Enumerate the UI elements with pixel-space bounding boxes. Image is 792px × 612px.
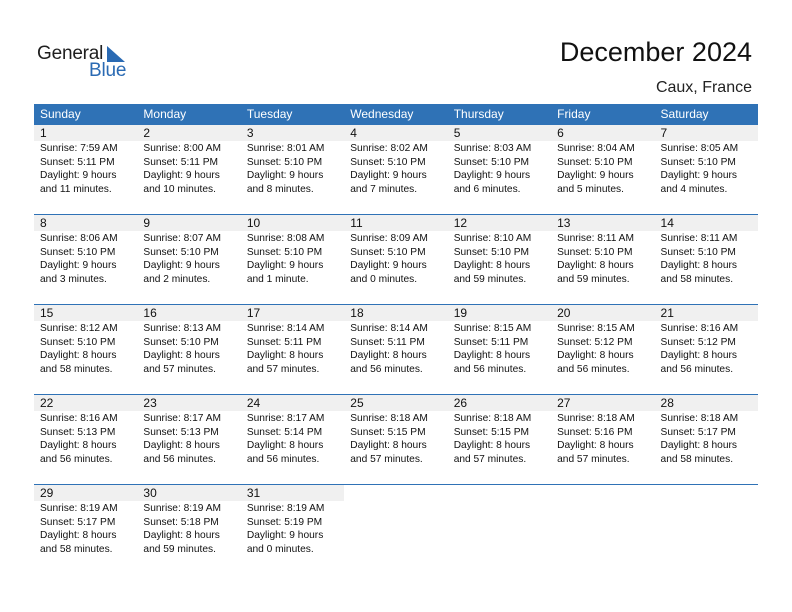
sunset-time: Sunset: 5:10 PM — [453, 246, 530, 258]
day-cell — [551, 215, 654, 304]
day-number: 16 — [137, 305, 240, 321]
sunrise-time: Sunrise: 8:05 AM — [660, 143, 739, 154]
daylight-minutes: and 59 minutes. — [143, 543, 216, 555]
daylight-hours: Daylight: 8 hours — [350, 440, 427, 451]
day-number: 31 — [241, 485, 344, 501]
sunset-time: Sunset: 5:13 PM — [40, 426, 116, 438]
day-number: 21 — [655, 305, 758, 321]
daylight-minutes: and 0 minutes. — [246, 543, 314, 555]
daylight-hours: Daylight: 9 hours — [557, 170, 634, 181]
day-number: 13 — [551, 215, 654, 231]
daylight-minutes: and 3 minutes. — [40, 273, 107, 285]
weekday-thursday: Thursday — [453, 107, 504, 121]
daylight-hours: Daylight: 8 hours — [660, 350, 737, 361]
sunset-time: Sunset: 5:18 PM — [143, 516, 219, 528]
day-info — [655, 322, 758, 376]
sunrise-time: Sunrise: 8:11 AM — [557, 233, 634, 244]
daylight-hours: Daylight: 9 hours — [40, 260, 117, 271]
empty-day-cell — [551, 485, 654, 574]
day-number: 11 — [344, 215, 447, 231]
day-info — [655, 142, 758, 196]
daylight-minutes: and 57 minutes. — [350, 453, 423, 465]
day-number: 27 — [551, 395, 654, 411]
day-info — [137, 142, 240, 196]
day-cell — [344, 125, 447, 214]
day-number: 23 — [137, 395, 240, 411]
day-info — [551, 232, 654, 286]
daylight-hours: Daylight: 9 hours — [453, 170, 531, 181]
day-cell — [448, 305, 551, 394]
weekday-sunday: Sunday — [40, 107, 81, 121]
daylight-hours: Daylight: 9 hours — [40, 170, 117, 181]
sunrise-time: Sunrise: 8:16 AM — [660, 323, 739, 334]
daylight-hours: Daylight: 8 hours — [40, 440, 117, 451]
day-cell — [448, 215, 551, 304]
empty-day-cell — [344, 485, 447, 574]
sunset-time: Sunset: 5:12 PM — [660, 336, 736, 348]
daylight-minutes: and 2 minutes. — [143, 273, 211, 285]
daylight-minutes: and 59 minutes. — [453, 273, 527, 285]
day-cell — [137, 305, 240, 394]
sunset-time: Sunset: 5:10 PM — [143, 336, 219, 348]
day-cell — [34, 485, 137, 574]
sunrise-time: Sunrise: 8:15 AM — [453, 323, 532, 334]
sunset-time: Sunset: 5:13 PM — [143, 426, 219, 438]
sunset-time: Sunset: 5:10 PM — [246, 246, 323, 258]
sunrise-time: Sunrise: 8:18 AM — [660, 413, 739, 424]
day-cell — [34, 395, 137, 484]
day-cell — [551, 305, 654, 394]
day-info — [448, 322, 551, 376]
sunset-time: Sunset: 5:11 PM — [350, 336, 425, 348]
day-number: 29 — [34, 485, 137, 501]
daylight-hours: Daylight: 8 hours — [246, 440, 324, 451]
sunset-time: Sunset: 5:17 PM — [660, 426, 736, 438]
weekday-friday: Friday — [557, 107, 591, 121]
day-cell — [344, 395, 447, 484]
daylight-minutes: and 56 minutes. — [557, 363, 630, 375]
daylight-hours: Daylight: 8 hours — [557, 260, 634, 271]
day-info — [344, 232, 447, 286]
daylight-minutes: and 58 minutes. — [40, 363, 113, 375]
daylight-hours: Daylight: 8 hours — [143, 440, 220, 451]
day-cell — [241, 395, 344, 484]
daylight-minutes: and 56 minutes. — [246, 453, 320, 465]
day-number: 30 — [137, 485, 240, 501]
daylight-minutes: and 8 minutes. — [246, 183, 314, 195]
sunrise-time: Sunrise: 8:00 AM — [143, 143, 222, 154]
day-info — [34, 412, 137, 466]
daylight-minutes: and 58 minutes. — [660, 273, 734, 285]
day-number: 28 — [655, 395, 758, 411]
daylight-hours: Daylight: 9 hours — [660, 170, 737, 181]
sunset-time: Sunset: 5:10 PM — [350, 156, 426, 168]
day-info — [241, 142, 344, 196]
day-info — [448, 142, 551, 196]
sunset-time: Sunset: 5:15 PM — [350, 426, 426, 438]
sunrise-time: Sunrise: 8:17 AM — [246, 413, 325, 424]
daylight-hours: Daylight: 9 hours — [246, 260, 324, 271]
daylight-minutes: and 57 minutes. — [453, 453, 527, 465]
week-row — [34, 214, 758, 304]
daylight-minutes: and 6 minutes. — [453, 183, 521, 195]
day-number: 15 — [34, 305, 137, 321]
day-number: 6 — [551, 125, 654, 141]
day-cell — [241, 485, 344, 574]
daylight-hours: Daylight: 8 hours — [660, 440, 737, 451]
day-number: 1 — [34, 125, 137, 141]
daylight-minutes: and 57 minutes. — [246, 363, 320, 375]
empty-day-cell — [448, 485, 551, 574]
day-number: 9 — [137, 215, 240, 231]
weekday-wednesday: Wednesday — [350, 107, 414, 121]
day-info — [137, 322, 240, 376]
day-number: 8 — [34, 215, 137, 231]
day-info — [241, 412, 344, 466]
day-info — [344, 142, 447, 196]
day-info — [34, 322, 137, 376]
day-info — [551, 322, 654, 376]
daylight-minutes: and 58 minutes. — [660, 453, 734, 465]
week-row — [34, 484, 758, 574]
day-number: 24 — [241, 395, 344, 411]
weekday-header — [34, 104, 758, 125]
sunset-time: Sunset: 5:10 PM — [246, 156, 323, 168]
day-cell — [137, 125, 240, 214]
daylight-minutes: and 56 minutes. — [350, 363, 423, 375]
sunrise-time: Sunrise: 8:15 AM — [557, 323, 635, 334]
daylight-hours: Daylight: 8 hours — [40, 350, 117, 361]
weekday-monday: Monday — [143, 107, 187, 121]
day-cell — [34, 215, 137, 304]
day-info — [34, 502, 137, 556]
daylight-hours: Daylight: 9 hours — [246, 170, 324, 181]
daylight-hours: Daylight: 9 hours — [143, 170, 220, 181]
sunset-time: Sunset: 5:10 PM — [557, 246, 633, 258]
day-number: 18 — [344, 305, 447, 321]
sunrise-time: Sunrise: 8:19 AM — [40, 503, 118, 514]
daylight-hours: Daylight: 8 hours — [453, 440, 531, 451]
weekday-tuesday: Tuesday — [246, 107, 293, 121]
daylight-hours: Daylight: 9 hours — [143, 260, 220, 271]
sunset-time: Sunset: 5:19 PM — [246, 516, 323, 528]
daylight-hours: Daylight: 9 hours — [350, 260, 427, 271]
day-cell — [655, 215, 758, 304]
day-cell — [137, 485, 240, 574]
sunrise-time: Sunrise: 8:09 AM — [350, 233, 428, 244]
day-number: 4 — [344, 125, 447, 141]
sunrise-time: Sunrise: 8:08 AM — [246, 233, 325, 244]
sunrise-time: Sunrise: 8:16 AM — [40, 413, 118, 424]
day-info — [241, 322, 344, 376]
day-info — [655, 412, 758, 466]
day-number: 22 — [34, 395, 137, 411]
day-number: 14 — [655, 215, 758, 231]
sunrise-time: Sunrise: 8:18 AM — [453, 413, 532, 424]
day-info — [551, 142, 654, 196]
weekday-saturday: Saturday — [660, 107, 709, 121]
sunrise-time: Sunrise: 8:06 AM — [40, 233, 118, 244]
day-info — [344, 322, 447, 376]
sunrise-time: Sunrise: 8:19 AM — [246, 503, 325, 514]
daylight-minutes: and 5 minutes. — [557, 183, 624, 195]
sunset-time: Sunset: 5:16 PM — [557, 426, 633, 438]
day-cell — [448, 125, 551, 214]
weeks-container — [34, 125, 758, 574]
location-label: Caux, France — [655, 79, 752, 96]
sunset-time: Sunset: 5:12 PM — [557, 336, 633, 348]
day-cell — [241, 215, 344, 304]
day-number: 26 — [448, 395, 551, 411]
day-info — [241, 502, 344, 556]
day-cell — [137, 395, 240, 484]
day-number: 19 — [448, 305, 551, 321]
day-cell — [551, 395, 654, 484]
daylight-minutes: and 57 minutes. — [557, 453, 630, 465]
sunrise-time: Sunrise: 8:03 AM — [453, 143, 532, 154]
daylight-minutes: and 56 minutes. — [143, 453, 216, 465]
day-cell — [241, 305, 344, 394]
daylight-hours: Daylight: 8 hours — [453, 350, 531, 361]
daylight-minutes: and 4 minutes. — [660, 183, 728, 195]
day-info — [137, 232, 240, 286]
day-info — [344, 412, 447, 466]
daylight-minutes: and 58 minutes. — [40, 543, 113, 555]
day-info — [34, 232, 137, 286]
day-cell — [655, 395, 758, 484]
sunrise-time: Sunrise: 8:04 AM — [557, 143, 635, 154]
day-cell — [34, 305, 137, 394]
daylight-hours: Daylight: 8 hours — [246, 350, 324, 361]
sunrise-time: Sunrise: 8:12 AM — [40, 323, 118, 334]
day-cell — [448, 395, 551, 484]
day-number: 3 — [241, 125, 344, 141]
day-info — [241, 232, 344, 286]
logo-text-general: General — [37, 43, 104, 64]
sunrise-time: Sunrise: 8:17 AM — [143, 413, 222, 424]
logo-text-blue: Blue — [89, 60, 127, 81]
sunrise-time: Sunrise: 8:19 AM — [143, 503, 222, 514]
day-cell — [137, 215, 240, 304]
daylight-hours: Daylight: 9 hours — [350, 170, 427, 181]
day-cell — [655, 125, 758, 214]
sunset-time: Sunset: 5:11 PM — [143, 156, 218, 168]
daylight-hours: Daylight: 8 hours — [40, 530, 117, 541]
day-cell — [655, 305, 758, 394]
day-info — [448, 412, 551, 466]
daylight-minutes: and 10 minutes. — [143, 183, 216, 195]
day-number: 25 — [344, 395, 447, 411]
daylight-minutes: and 59 minutes. — [557, 273, 630, 285]
day-info — [137, 412, 240, 466]
sunset-time: Sunset: 5:10 PM — [40, 336, 116, 348]
sunrise-time: Sunrise: 8:01 AM — [246, 143, 325, 154]
week-row — [34, 125, 758, 214]
daylight-minutes: and 57 minutes. — [143, 363, 216, 375]
logo — [37, 43, 137, 83]
sunset-time: Sunset: 5:10 PM — [557, 156, 633, 168]
sunrise-time: Sunrise: 8:13 AM — [143, 323, 222, 334]
sunrise-time: Sunrise: 8:14 AM — [246, 323, 325, 334]
day-info — [448, 232, 551, 286]
daylight-hours: Daylight: 8 hours — [143, 350, 220, 361]
page-title: December 2024 — [559, 37, 752, 67]
sunrise-time: Sunrise: 7:59 AM — [40, 143, 118, 154]
sunset-time: Sunset: 5:17 PM — [40, 516, 116, 528]
daylight-minutes: and 56 minutes. — [40, 453, 113, 465]
day-info — [551, 412, 654, 466]
empty-day-cell — [655, 485, 758, 574]
sunset-time: Sunset: 5:10 PM — [143, 246, 219, 258]
sunrise-time: Sunrise: 8:18 AM — [350, 413, 428, 424]
sunset-time: Sunset: 5:10 PM — [40, 246, 116, 258]
day-cell — [344, 305, 447, 394]
week-row — [34, 394, 758, 484]
day-cell — [34, 125, 137, 214]
day-info — [137, 502, 240, 556]
day-number: 20 — [551, 305, 654, 321]
calendar-grid — [34, 104, 758, 574]
sunset-time: Sunset: 5:10 PM — [660, 156, 736, 168]
daylight-hours: Daylight: 8 hours — [143, 530, 220, 541]
sunset-time: Sunset: 5:15 PM — [453, 426, 530, 438]
day-number: 17 — [241, 305, 344, 321]
sunrise-time: Sunrise: 8:02 AM — [350, 143, 428, 154]
day-cell — [344, 215, 447, 304]
day-info — [655, 232, 758, 286]
daylight-minutes: and 56 minutes. — [660, 363, 734, 375]
daylight-hours: Daylight: 8 hours — [350, 350, 427, 361]
sunrise-time: Sunrise: 8:18 AM — [557, 413, 635, 424]
sunset-time: Sunset: 5:10 PM — [660, 246, 736, 258]
sunset-time: Sunset: 5:10 PM — [453, 156, 530, 168]
daylight-minutes: and 7 minutes. — [350, 183, 418, 195]
daylight-hours: Daylight: 8 hours — [557, 440, 634, 451]
day-number: 12 — [448, 215, 551, 231]
sunset-time: Sunset: 5:11 PM — [40, 156, 115, 168]
day-cell — [551, 125, 654, 214]
daylight-hours: Daylight: 8 hours — [557, 350, 634, 361]
daylight-hours: Daylight: 8 hours — [453, 260, 531, 271]
sunset-time: Sunset: 5:10 PM — [350, 246, 426, 258]
daylight-minutes: and 1 minute. — [246, 273, 309, 285]
sunset-time: Sunset: 5:11 PM — [246, 336, 322, 348]
daylight-hours: Daylight: 9 hours — [246, 530, 324, 541]
sunset-time: Sunset: 5:14 PM — [246, 426, 323, 438]
daylight-hours: Daylight: 8 hours — [660, 260, 737, 271]
day-number: 10 — [241, 215, 344, 231]
day-number: 5 — [448, 125, 551, 141]
day-info — [34, 142, 137, 196]
sunrise-time: Sunrise: 8:14 AM — [350, 323, 428, 334]
daylight-minutes: and 0 minutes. — [350, 273, 418, 285]
daylight-minutes: and 56 minutes. — [453, 363, 527, 375]
week-row — [34, 304, 758, 394]
daylight-minutes: and 11 minutes. — [40, 183, 112, 195]
sunset-time: Sunset: 5:11 PM — [453, 336, 529, 348]
sunrise-time: Sunrise: 8:11 AM — [660, 233, 738, 244]
day-number: 2 — [137, 125, 240, 141]
day-cell — [241, 125, 344, 214]
sunrise-time: Sunrise: 8:10 AM — [453, 233, 532, 244]
sunrise-time: Sunrise: 8:07 AM — [143, 233, 222, 244]
day-number: 7 — [655, 125, 758, 141]
